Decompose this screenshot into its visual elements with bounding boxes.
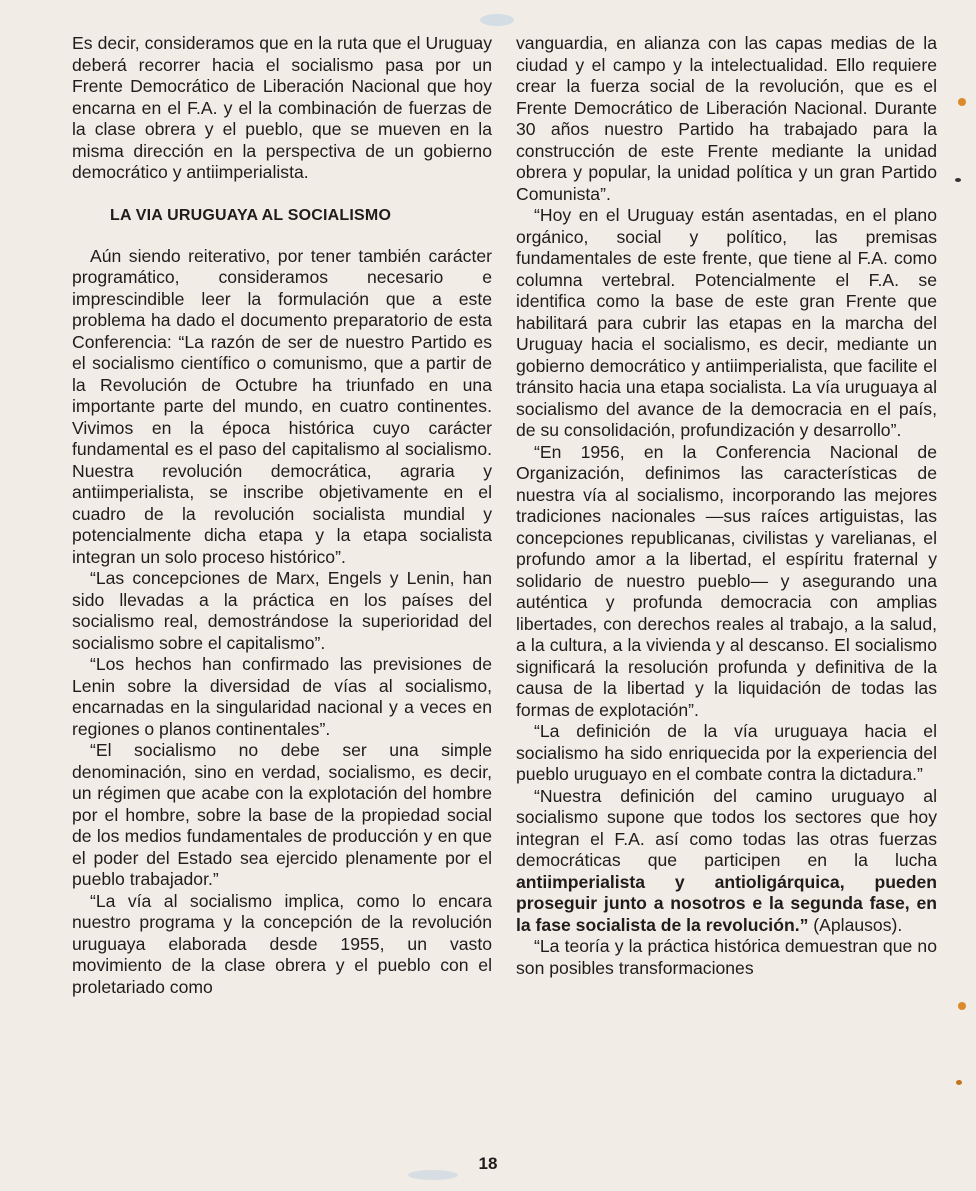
paragraph: “La definición de la vía uruguaya hacia el socialismo ha sido enriquecida por la experiencia del pueblo uruguayo en el combate contra la dictadura.” (516, 721, 937, 784)
paragraph: “Las concepciones de Marx, Engels y Lenin, han sido llevadas a la práctica en los países del socialismo real, demostrándose la superioridad del socialismo sobre el capitalismo”. (72, 568, 492, 653)
paragraph-text: “Nuestra definición del camino uruguayo al socialismo supone que todos los sectores que hoy integran el F.A. así como todas las otras fuerzas democráticas que participen en la lucha (516, 785, 937, 870)
ink-speck (955, 178, 961, 182)
ink-speck (958, 98, 966, 106)
paragraph: “En 1956, en la Conferencia Nacional de Organización, definimos las características de nuestra vía al socialismo, incorporando las mejores tradiciones nacionales —sus raíces artiguistas, las concepciones republicanas, civilistas y varelianas, el profundo amor a la libertad, el espíritu fraternal y solidario de nuestro pueblo— y asegurando una auténtica y profunda democracia con amplias libertades, con derechos reales al trabajo, a la salud, a la cultura, a la vivienda y al descanso. El socialismo significará la resolución profunda y definitiva de la causa de la libertad y la liquidación de todas las formas de explotación”. (516, 441, 937, 720)
ink-speck (958, 1002, 966, 1010)
paragraph (516, 786, 937, 937)
paragraph: “La teoría y la práctica histórica demuestran que no son posibles transformaciones (516, 936, 937, 978)
bold-text: antiimperialista y antioligárquica, pueden proseguir junto a nosotros e la segunda fase, en la fase socialista de la revolución.” (516, 871, 937, 935)
paragraph: “Hoy en el Uruguay están asentadas, en el plano orgánico, social y político, las premisas fundamentales de este frente, que tiene al F.A. como columna vertebral. Potencialmente el F.A. se identifica como la base de este gran Frente que habilitará para cubrir las etapas en la marcha del Uruguay hacia el socialismo, es decir, mediante un gobierno democrático y antiimperialista, que facilite el tránsito hacia una etapa socialista. La vía uruguaya al socialismo del avance de la democracia en el país, de su consolidación, profundización y desarrollo”. (516, 205, 937, 440)
ink-speck (408, 1170, 458, 1180)
paragraph: vanguardia, en alianza con las capas medias de la ciudad y el campo y la intelectualidad. Ello requiere crear la fuerza social de la revolución, que es el Frente Democrático de Liberación Nacional. Durante 30 años nuestro Partido ha trabajado para la construcción de este Frente mediante la unidad obrera y popular, la unidad política y un gran Partido Comunista”. (516, 33, 937, 204)
page-number: 18 (478, 1154, 498, 1173)
paragraph-text: (Aplausos). (808, 914, 903, 935)
ink-speck (956, 1080, 962, 1085)
paragraph: “El socialismo no debe ser una simple denominación, sino en verdad, socialismo, es decir, un régimen que acabe con la explotación del hombre por el hombre, sobre la base de la propiedad social de los medios fundamentales de producción y en que el poder del Estado sea ejercido plenamente por el pueblo trabajador.” (72, 740, 492, 889)
paragraph: “La vía al socialismo implica, como lo encara nuestro programa y la concepción de la revolución uruguaya elaborada desde 1955, un vasto movimiento de la clase obrera y el pueblo con el proletariado como (72, 890, 492, 997)
paragraph: “Los hechos han confirmado las previsiones de Lenin sobre la diversidad de vías al socialismo, encarnadas en la singularidad nacional y a veces en regiones o planos continentales”. (72, 654, 492, 739)
paragraph: Es decir, consideramos que en la ruta que el Uruguay deberá recorrer hacia el socialismo pasa por un Frente Democrático de Liberación Nacional que hoy encarna en el F.A. y el la combinación de fuerzas de la clase obrera y el pueblo, que se mueven en la misma dirección en la perspectiva de un gobierno democrático y antiimperialista. (72, 33, 492, 182)
paragraph: Aún siendo reiterativo, por tener también carácter programático, consideramos necesario e imprescindible leer la formulación que a este problema ha dado el documento preparatorio de esta Conferencia: “La razón de ser de nuestro Partido es el socialismo científico o comunismo, que a partir de la Revolución de Octubre ha triunfado en una importante parte del mundo, en cuatro continentes. Vivimos en la época histórica cuyo carácter fundamental es el paso del capitalismo al socialismo. Nuestra revolución democrática, agraria y antiimperialista, se inscribe objetivamente en el cuadro de la revolución socialista mundial y potencialmente dicha etapa y la etapa socialista integran un solo proceso histórico”. (72, 245, 492, 567)
section-heading: LA VIA URUGUAYA AL SOCIALISMO (110, 206, 392, 224)
right-column (516, 33, 937, 979)
left-column (72, 33, 492, 998)
ink-speck (480, 14, 514, 26)
